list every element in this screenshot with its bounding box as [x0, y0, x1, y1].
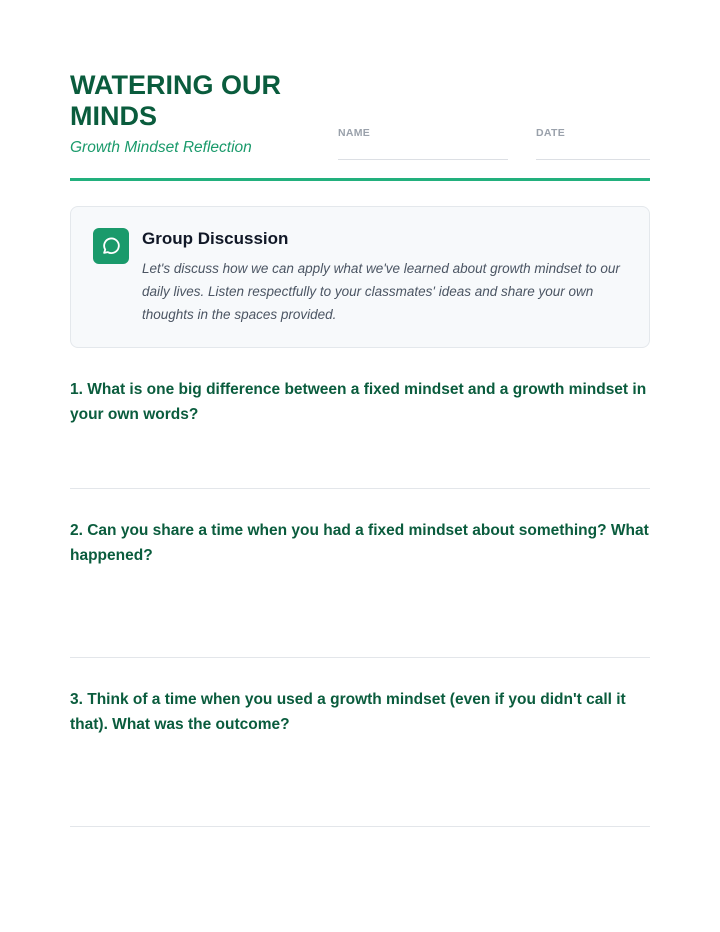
chat-bubble-icon	[93, 228, 129, 264]
name-label: NAME	[338, 127, 371, 139]
name-write-line[interactable]	[338, 159, 508, 160]
group-discussion-callout	[70, 206, 650, 348]
question-text: 2. Can you share a time when you had a fixed mindset about something? What happened?	[70, 522, 649, 564]
worksheet-header	[70, 70, 650, 181]
page-subtitle: Growth Mindset Reflection	[70, 139, 252, 156]
question-block[interactable]	[70, 372, 650, 489]
question-block[interactable]	[70, 513, 650, 658]
question-text: 3. Think of a time when you used a growth mindset (even if you didn't call it that). What was the outcome?	[70, 691, 626, 733]
date-field[interactable]	[536, 127, 650, 160]
name-field[interactable]	[338, 127, 508, 160]
date-label: DATE	[536, 127, 566, 139]
worksheet-page	[70, 70, 650, 733]
question-block[interactable]	[70, 682, 650, 827]
page-title: WATERING OUR MINDS	[70, 70, 281, 131]
callout-title: Group Discussion	[142, 229, 289, 248]
question-text: 1. What is one big difference between a fixed mindset and a growth mindset in your own words?	[70, 381, 647, 423]
date-write-line[interactable]	[536, 159, 650, 160]
callout-text: Let's discuss how we can apply what we've learned about growth mindset to our daily lives. Listen respectfully to your classmates' ideas and share your own thoughts in the spaces provided.	[142, 261, 620, 322]
